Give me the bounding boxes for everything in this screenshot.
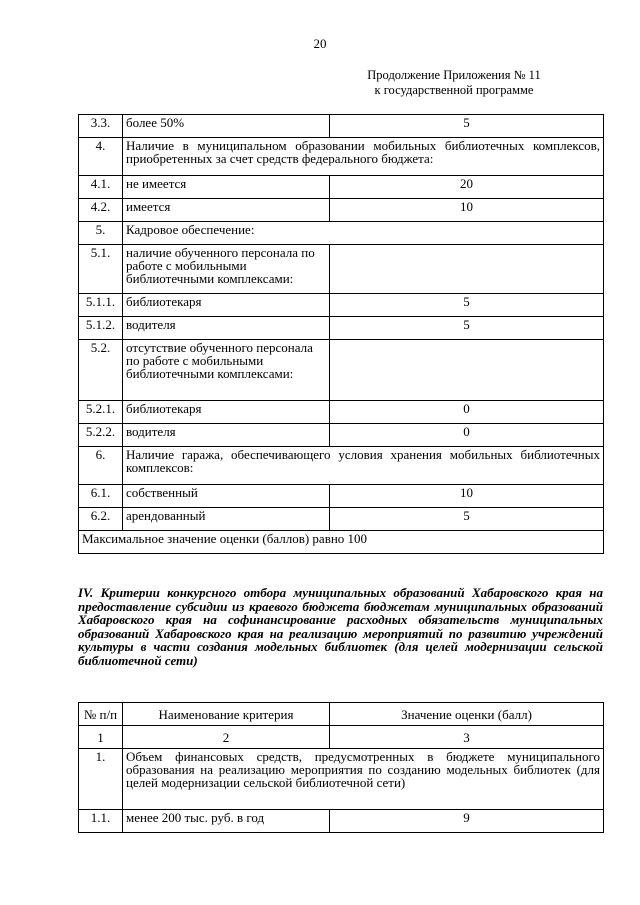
table-row [79,317,604,340]
row-number: 1. [79,749,123,810]
table-row [79,115,604,138]
table-row [79,294,604,317]
row-value: 5 [330,294,604,317]
row-value: 0 [330,401,604,424]
max-score-note: Максимальное значение оценки (баллов) равно 100 [79,531,604,554]
table-row [79,424,604,447]
column-number: 2 [123,726,330,749]
row-number: 5.2. [79,340,123,401]
row-label: библиотекаря [123,401,330,424]
table-row [79,245,604,294]
column-header: Наименование критерия [123,703,330,726]
table-row [79,401,604,424]
row-number: 5. [79,222,123,245]
row-label: наличие обученного персонала по работе с мобильными библиотечными комплексами: [123,245,330,294]
appendix-header-line1: Продолжение Приложения № 11 [367,68,541,82]
table-row [79,485,604,508]
page-number: 20 [313,36,327,51]
row-value: 10 [330,485,604,508]
table-row [79,222,604,245]
row-number: 6.2. [79,508,123,531]
row-text: Объем финансовых средств, предусмотренных в бюджете муниципального образования на реализацию мероприятия по созданию модельных библиотек (для целей модернизации сельской библиотечной сети) [123,749,604,810]
table-row [79,340,604,401]
row-number: 4. [79,138,123,176]
row-number: 6. [79,447,123,485]
row-label: арендованный [123,508,330,531]
row-value: 9 [330,810,604,833]
table-footer-row [79,531,604,554]
column-number: 1 [79,726,123,749]
row-label: водителя [123,317,330,340]
row-text: Наличие гаража, обеспечивающего условия хранения мобильных библиотечных комплексов: [123,447,604,485]
row-number: 4.2. [79,199,123,222]
row-value: 0 [330,424,604,447]
column-header: Значение оценки (балл) [330,703,604,726]
criteria-table-continued [78,114,604,554]
row-label: собственный [123,485,330,508]
column-number: 3 [330,726,604,749]
row-label: более 50% [123,115,330,138]
criteria-table [78,702,604,833]
row-label: не имеется [123,176,330,199]
row-value: 10 [330,199,604,222]
row-value [330,340,604,401]
appendix-header-line2: к государственной программе [374,83,534,97]
section-heading: IV. Критерии конкурсного отбора муниципальных образований Хабаровского края на предоставление субсидии из краевого бюджета бюджетам муниципальных образований Хабаровского края на софинансирование расходных обязательств муниципальных образований Хабаровского края на реализацию мероприятий по развитию учреждений культуры в части создания модельных библиотек (для целей модернизации сельской библиотечной сети) [78,585,603,668]
row-text: Наличие в муниципальном образовании мобильных библиотечных комплексов, приобретенных за счет средств федерального бюджета: [123,138,604,176]
row-number: 5.2.2. [79,424,123,447]
row-number: 5.2.1. [79,401,123,424]
table-row [79,138,604,176]
column-number-row [79,726,604,749]
row-value: 20 [330,176,604,199]
table-row [79,199,604,222]
row-value: 5 [330,115,604,138]
row-number: 5.1.1. [79,294,123,317]
row-number: 5.1. [79,245,123,294]
row-value: 5 [330,508,604,531]
row-label: библиотекаря [123,294,330,317]
row-label: отсутствие обученного персонала по работе с мобильными библиотечными комплексами: [123,340,330,401]
appendix-header [330,68,578,98]
row-number: 5.1.2. [79,317,123,340]
row-value: 5 [330,317,604,340]
row-value [330,245,604,294]
row-label: водителя [123,424,330,447]
row-number: 1.1. [79,810,123,833]
row-number: 4.1. [79,176,123,199]
column-header: № п/п [79,703,123,726]
table-row [79,749,604,810]
table-row [79,810,604,833]
row-text: Кадровое обеспечение: [123,222,604,245]
table-row [79,508,604,531]
row-number: 3.3. [79,115,123,138]
table-row [79,447,604,485]
row-number: 6.1. [79,485,123,508]
table-header-row [79,703,604,726]
row-label: менее 200 тыс. руб. в год [123,810,330,833]
table-row [79,176,604,199]
row-label: имеется [123,199,330,222]
